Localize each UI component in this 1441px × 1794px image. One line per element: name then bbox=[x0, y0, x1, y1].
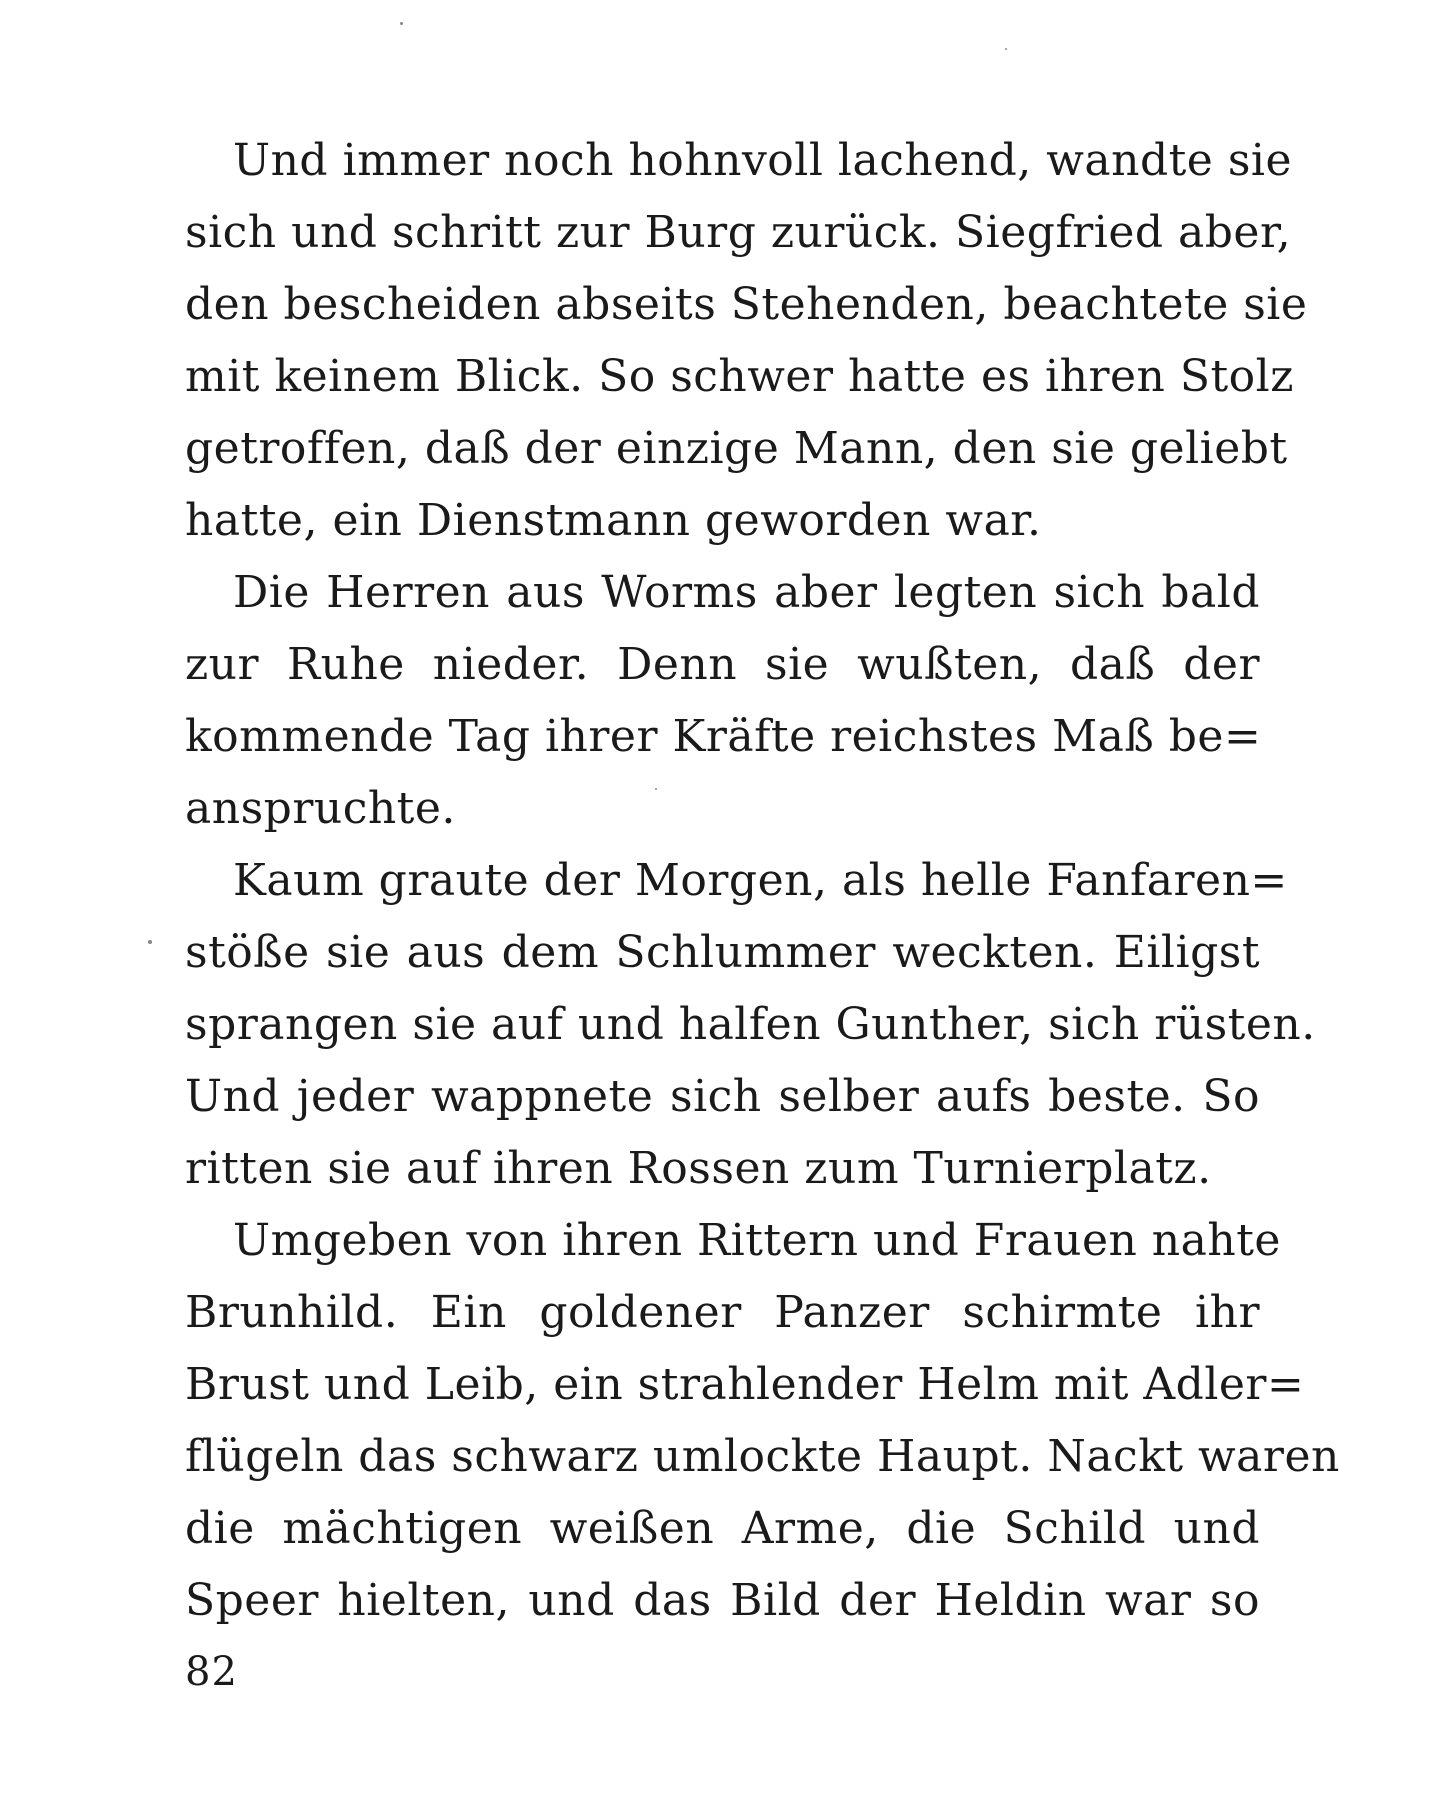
text-line: zur Ruhe nieder. Denn sie wußten, daß der bbox=[185, 639, 1260, 690]
body-text bbox=[185, 125, 1340, 1637]
text-line: mit keinem Blick. So schwer hatte es ihren Stolz bbox=[185, 351, 1294, 402]
text-line: flügeln das schwarz umlockte Haupt. Nackt waren bbox=[185, 1431, 1340, 1482]
text-line: getroffen, daß der einzige Mann, den sie geliebt bbox=[185, 423, 1288, 474]
speck-mark bbox=[1005, 48, 1007, 50]
text-line: hatte, ein Dienstmann geworden war. bbox=[185, 495, 1042, 546]
text-line: Kaum graute der Morgen, als helle Fanfaren= bbox=[233, 855, 1288, 906]
text-line: sprangen sie auf und halfen Gunther, sich rüsten. bbox=[185, 999, 1316, 1050]
paragraph bbox=[185, 557, 1260, 845]
text-line: die mächtigen weißen Arme, die Schild und bbox=[185, 1503, 1260, 1554]
text-line: Speer hielten, und das Bild der Heldin war so bbox=[185, 1575, 1260, 1626]
speck-mark bbox=[148, 940, 152, 944]
text-line: Und jeder wappnete sich selber aufs beste. So bbox=[185, 1071, 1260, 1122]
text-line: Und immer noch hohnvoll lachend, wandte sie bbox=[233, 135, 1293, 186]
text-line: Die Herren aus Worms aber legten sich bald bbox=[233, 567, 1260, 618]
text-line: Brunhild. Ein goldener Panzer schirmte ihr bbox=[185, 1287, 1260, 1338]
text-line: Brust und Leib, ein strahlender Helm mit Adler= bbox=[185, 1359, 1305, 1410]
speck-mark bbox=[400, 22, 403, 25]
paragraph bbox=[185, 845, 1316, 1205]
text-line: kommende Tag ihrer Kräfte reichstes Maß be= bbox=[185, 711, 1262, 762]
text-line: den bescheiden abseits Stehenden, beachtete sie bbox=[185, 279, 1308, 330]
paragraph bbox=[185, 125, 1308, 557]
text-line: stöße sie aus dem Schlummer weckten. Eiligst bbox=[185, 927, 1260, 978]
text-line: Umgeben von ihren Rittern und Frauen nahte bbox=[233, 1215, 1281, 1266]
text-line: anspruchte. bbox=[185, 783, 456, 834]
text-line: sich und schritt zur Burg zurück. Siegfried aber, bbox=[185, 207, 1292, 258]
text-line: ritten sie auf ihren Rossen zum Turnierplatz. bbox=[185, 1143, 1212, 1194]
paragraph bbox=[185, 1205, 1340, 1637]
page-number: 82 bbox=[185, 1649, 238, 1695]
